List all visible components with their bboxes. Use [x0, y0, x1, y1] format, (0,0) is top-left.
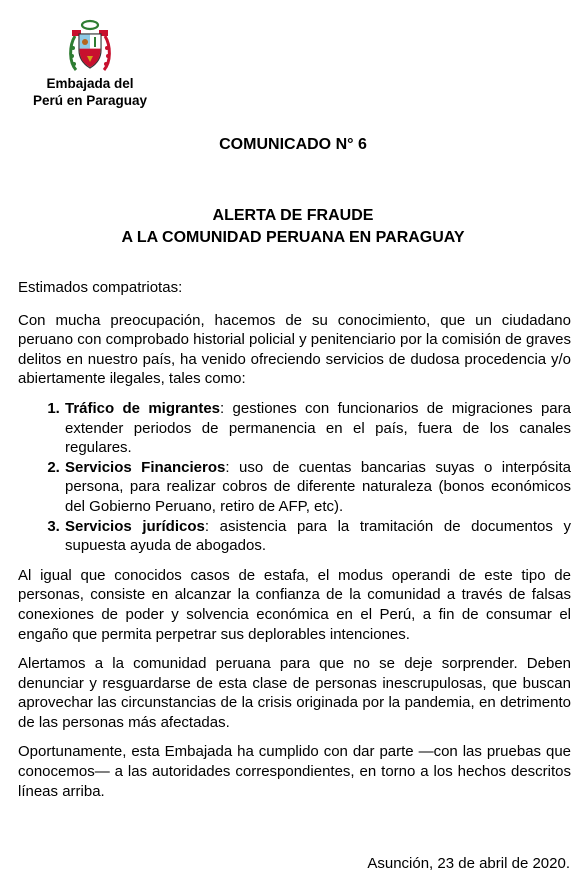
document-title: COMUNICADO N° 6: [219, 136, 367, 153]
list-item-text: : gestiones con funcionarios de migraciones para extender periodos de permanencia en el país, fuera de los canales regulares.: [65, 399, 571, 457]
list-item-label: Servicios Financieros: [65, 458, 226, 476]
services-list: [18, 399, 571, 556]
alert-heading-line2: A LA COMUNIDAD PERUANA EN PARAGUAY: [121, 229, 465, 246]
date-line: Asunción, 23 de abril de 2020.: [367, 855, 570, 872]
list-item: [64, 399, 571, 458]
greeting: Estimados compatriotas:: [18, 279, 183, 296]
alert-heading-line1: ALERTA DE FRAUDE: [212, 207, 374, 224]
list-item-text: : asistencia para la tramitación de documentos y supuesta ayuda de abogados.: [65, 517, 572, 555]
letterhead: [22, 18, 158, 109]
list-item-text: : uso de cuentas bancarias suyas o interpósita persona, para realizar cobros de diferente naturaleza (bonos económicos del Gobierno Peruano, retiro de AFP, etc).: [65, 458, 571, 515]
list-item: [64, 458, 571, 517]
intro-paragraph: Con mucha preocupación, hacemos de su conocimiento, que un ciudadano peruano con comprobado historial policial y penitenciario por la comisión de graves delitos en nuestro país, ha venido ofreciendo servicios de dudosa procedencia y/o abiertamente ilegales, tales como:: [18, 311, 571, 388]
closing-paragraph: Oportunamente, esta Embajada ha cumplido con dar parte —con las pruebas que conocemos— a las autoridades correspondientes, en torno a los hechos descritos líneas arriba.: [18, 743, 571, 800]
list-item: [64, 517, 571, 556]
alert-heading: [0, 205, 586, 249]
coat-of-arms-icon: [67, 18, 113, 74]
embassy-name-line2: Perú en Paraguay: [32, 93, 148, 108]
document-body: [18, 278, 571, 811]
embassy-name-line1: Embajada del: [46, 76, 134, 91]
modus-operandi-paragraph: Al igual que conocidos casos de estafa, el modus operandi de este tipo de personas, consiste en alcanzar la confianza de la comunidad a través de falsas conexiones de poder y solvencia económica en el Perú, a fin de consumar el engaño que permita perpetrar sus deplorables intenciones.: [18, 566, 571, 643]
list-item-label: Servicios jurídicos: [65, 517, 205, 535]
warning-paragraph: Alertamos a la comunidad peruana para que no se deje sorprender. Deben denunciar y resguardarse de esta clase de personas inescrupulosas, que buscan aprovechar las circunstancias de la crisis originada por la pandemia, en detrimento de las personas más afectadas.: [18, 655, 571, 731]
list-item-label: Tráfico de migrantes: [65, 399, 221, 417]
